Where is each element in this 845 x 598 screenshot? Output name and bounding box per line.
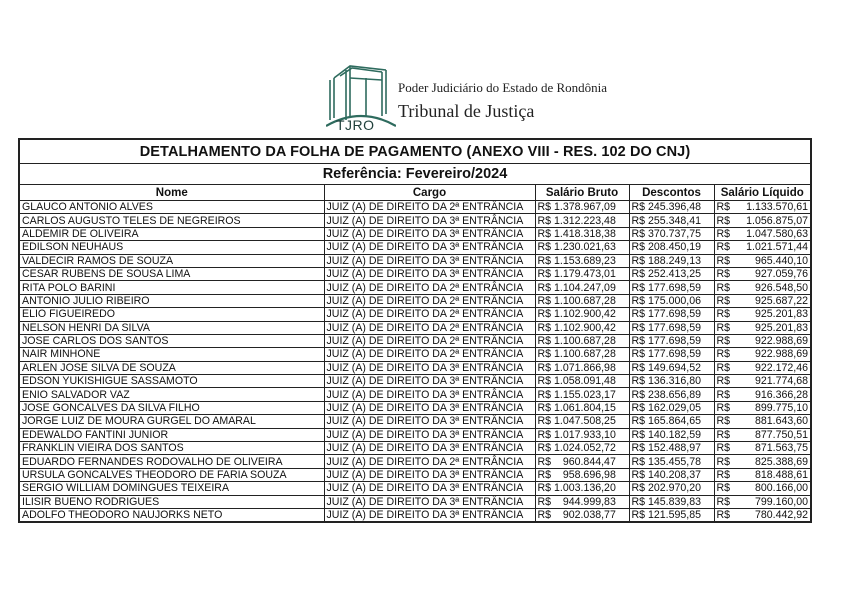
- table-row: [19, 401, 811, 414]
- table-row: [19, 348, 811, 361]
- cell-cargo: JUIZ (A) DE DIREITO DA 2ª ENTRÂNCIA: [324, 201, 535, 214]
- cell-cargo: JUIZ (A) DE DIREITO DA 3ª ENTRÂNCIA: [324, 267, 535, 280]
- currency-symbol: R$: [716, 482, 731, 495]
- cell-nome: GLAUCO ANTONIO ALVES: [19, 201, 324, 214]
- cell-descontos: R$ 177.698,59: [629, 308, 714, 321]
- cell-descontos: R$ 136.316,80: [629, 375, 714, 388]
- cell-nome: URSULA GONCALVES THEODORO DE FARIA SOUZA: [19, 468, 324, 481]
- cell-nome: NAIR MINHONE: [19, 348, 324, 361]
- cell-cargo: JUIZ (A) DE DIREITO DA 3ª ENTRÂNCIA: [324, 468, 535, 481]
- cell-cargo: JUIZ (A) DE DIREITO DA 3ª ENTRÂNCIA: [324, 495, 535, 508]
- currency-symbol: R$: [716, 227, 731, 240]
- cell-nome: EDEWALDO FANTINI JUNIOR: [19, 428, 324, 441]
- cell-salario-liquido: [714, 334, 811, 347]
- cell-nome: CESAR RUBENS DE SOUSA LIMA: [19, 267, 324, 280]
- cell-cargo: JUIZ (A) DE DIREITO DA 3ª ENTRÂNCIA: [324, 401, 535, 414]
- cell-salario-bruto: R$ 958.696,98: [535, 468, 629, 481]
- currency-symbol: R$: [716, 335, 731, 348]
- cell-salario-liquido: [714, 508, 811, 522]
- cell-descontos: R$ 175.000,06: [629, 294, 714, 307]
- salario-liquido-value: 877.750,51: [754, 428, 808, 441]
- currency-symbol: R$: [716, 321, 731, 334]
- document-title: DETALHAMENTO DA FOLHA DE PAGAMENTO (ANEXO VIII - RES. 102 DO CNJ): [19, 139, 811, 164]
- salario-liquido-value: 916.366,28: [754, 388, 808, 401]
- org-heading: [398, 80, 607, 123]
- cell-descontos: R$ 208.450,19: [629, 241, 714, 254]
- cell-nome: VALDECIR RAMOS DE SOUZA: [19, 254, 324, 267]
- cell-salario-liquido: [714, 361, 811, 374]
- cell-salario-bruto: R$ 1.100.687,28: [535, 294, 629, 307]
- cell-cargo: JUIZ (A) DE DIREITO DA 2ª ENTRÂNCIA: [324, 281, 535, 294]
- cell-salario-liquido: [714, 294, 811, 307]
- table-row: [19, 388, 811, 401]
- column-header-salario-bruto: Salário Bruto: [535, 185, 629, 201]
- cell-cargo: JUIZ (A) DE DIREITO DA 3ª ENTRÂNCIA: [324, 482, 535, 495]
- cell-salario-liquido: [714, 428, 811, 441]
- salario-liquido-value: 922.172,46: [754, 361, 808, 374]
- cell-cargo: JUIZ (A) DE DIREITO DA 2ª ENTRÂNCIA: [324, 294, 535, 307]
- cell-descontos: R$ 255.348,41: [629, 214, 714, 227]
- table-row: [19, 428, 811, 441]
- payroll-table: [18, 138, 812, 523]
- cell-salario-liquido: [714, 495, 811, 508]
- cell-salario-liquido: [714, 482, 811, 495]
- cell-salario-bruto: R$ 1.047.508,25: [535, 415, 629, 428]
- cell-salario-liquido: [714, 388, 811, 401]
- cell-cargo: JUIZ (A) DE DIREITO DA 3ª ENTRÂNCIA: [324, 508, 535, 522]
- cell-salario-bruto: R$ 902.038,77: [535, 508, 629, 522]
- cell-descontos: R$ 188.249,13: [629, 254, 714, 267]
- cell-nome: ILISIR BUENO RODRIGUES: [19, 495, 324, 508]
- cell-descontos: R$ 121.595,85: [629, 508, 714, 522]
- cell-cargo: JUIZ (A) DE DIREITO DA 3ª ENTRÂNCIA: [324, 442, 535, 455]
- column-header-salario-liquido: Salário Líquido: [714, 185, 811, 201]
- cell-salario-bruto: R$ 1.024.052,72: [535, 442, 629, 455]
- column-header-cargo: Cargo: [324, 185, 535, 201]
- cell-cargo: JUIZ (A) DE DIREITO DA 3ª ENTRÂNCIA: [324, 214, 535, 227]
- cell-salario-bruto: R$ 944.999,83: [535, 495, 629, 508]
- cell-descontos: R$ 165.864,65: [629, 415, 714, 428]
- cell-salario-liquido: [714, 201, 811, 214]
- cell-salario-liquido: [714, 401, 811, 414]
- salario-liquido-value: 871.563,75: [754, 442, 808, 455]
- cell-salario-liquido: [714, 241, 811, 254]
- cell-cargo: JUIZ (A) DE DIREITO DA 2ª ENTRÂNCIA: [324, 348, 535, 361]
- table-row: [19, 361, 811, 374]
- cell-salario-liquido: [714, 281, 811, 294]
- salario-liquido-value: 925.201,83: [754, 321, 808, 334]
- cell-cargo: JUIZ (A) DE DIREITO DA 2ª ENTRÂNCIA: [324, 321, 535, 334]
- table-row: [19, 321, 811, 334]
- cell-salario-liquido: [714, 375, 811, 388]
- cell-salario-liquido: [714, 254, 811, 267]
- cell-cargo: JUIZ (A) DE DIREITO DA 2ª ENTRÂNCIA: [324, 308, 535, 321]
- table-row: [19, 482, 811, 495]
- salario-liquido-value: 922.988,69: [754, 348, 808, 361]
- cell-salario-bruto: R$ 1.153.689,23: [535, 254, 629, 267]
- cell-salario-bruto: R$ 1.100.687,28: [535, 334, 629, 347]
- cell-cargo: JUIZ (A) DE DIREITO DA 3ª ENTRÂNCIA: [324, 254, 535, 267]
- cell-descontos: R$ 177.698,59: [629, 348, 714, 361]
- currency-symbol: R$: [716, 469, 731, 481]
- cell-descontos: R$ 140.182,59: [629, 428, 714, 441]
- cell-salario-bruto: R$ 1.100.687,28: [535, 348, 629, 361]
- cell-salario-liquido: [714, 267, 811, 280]
- currency-symbol: R$: [716, 361, 731, 374]
- cell-descontos: R$ 238.656,89: [629, 388, 714, 401]
- cell-descontos: R$ 177.698,59: [629, 334, 714, 347]
- cell-salario-liquido: [714, 308, 811, 321]
- table-row: [19, 227, 811, 240]
- cell-descontos: R$ 245.396,48: [629, 201, 714, 214]
- currency-symbol: R$: [716, 268, 731, 281]
- currency-symbol: R$: [716, 495, 731, 508]
- table-row: [19, 201, 811, 214]
- salario-liquido-value: 1.021.571,44: [746, 241, 808, 254]
- salario-liquido-value: 925.687,22: [754, 294, 808, 307]
- cell-descontos: R$ 135.455,78: [629, 455, 714, 468]
- cell-salario-bruto: R$ 1.312.223,48: [535, 214, 629, 227]
- table-row: [19, 375, 811, 388]
- cell-salario-bruto: R$ 1.378.967,09: [535, 201, 629, 214]
- table-row: [19, 294, 811, 307]
- table-row: [19, 508, 811, 522]
- cell-nome: ELIO FIGUEIREDO: [19, 308, 324, 321]
- cell-nome: RITA POLO BARINI: [19, 281, 324, 294]
- cell-salario-bruto: R$ 1.058.091,48: [535, 375, 629, 388]
- cell-descontos: R$ 177.698,59: [629, 281, 714, 294]
- cell-salario-bruto: R$ 960.844,47: [535, 455, 629, 468]
- cell-nome: EDUARDO FERNANDES RODOVALHO DE OLIVEIRA: [19, 455, 324, 468]
- column-header-descontos: Descontos: [629, 185, 714, 201]
- currency-symbol: R$: [716, 348, 731, 361]
- reference-period: Referência: Fevereiro/2024: [19, 164, 811, 185]
- cell-descontos: R$ 152.488,97: [629, 442, 714, 455]
- cell-cargo: JUIZ (A) DE DIREITO DA 3ª ENTRÂNCIA: [324, 388, 535, 401]
- currency-symbol: R$: [716, 214, 731, 227]
- cell-salario-bruto: R$ 1.003.136,20: [535, 482, 629, 495]
- cell-salario-bruto: R$ 1.179.473,01: [535, 267, 629, 280]
- cell-salario-bruto: R$ 1.104.247,09: [535, 281, 629, 294]
- cell-nome: JOSE GONCALVES DA SILVA FILHO: [19, 401, 324, 414]
- salario-liquido-value: 965.440,10: [754, 254, 808, 267]
- cell-descontos: R$ 149.694,52: [629, 361, 714, 374]
- cell-descontos: R$ 252.413,25: [629, 267, 714, 280]
- currency-symbol: R$: [716, 308, 731, 321]
- cell-nome: ENIO SALVADOR VAZ: [19, 388, 324, 401]
- cell-nome: SERGIO WILLIAM DOMINGUES TEIXEIRA: [19, 482, 324, 495]
- salario-liquido-value: 926.548,50: [754, 281, 808, 294]
- currency-symbol: R$: [716, 415, 731, 428]
- currency-symbol: R$: [716, 201, 731, 214]
- cell-nome: ARLEN JOSE SILVA DE SOUZA: [19, 361, 324, 374]
- cell-descontos: R$ 202.970,20: [629, 482, 714, 495]
- table-row: [19, 334, 811, 347]
- cell-salario-liquido: [714, 442, 811, 455]
- cell-nome: JOSE CARLOS DOS SANTOS: [19, 334, 324, 347]
- currency-symbol: R$: [716, 254, 731, 267]
- cell-nome: JORGE LUIZ DE MOURA GURGEL DO AMARAL: [19, 415, 324, 428]
- cell-salario-bruto: R$ 1.155.023,17: [535, 388, 629, 401]
- cell-descontos: R$ 162.029,05: [629, 401, 714, 414]
- cell-salario-liquido: [714, 348, 811, 361]
- table-row: [19, 468, 811, 481]
- currency-symbol: R$: [716, 428, 731, 441]
- table-row: [19, 308, 811, 321]
- table-row: [19, 267, 811, 280]
- cell-descontos: R$ 370.737,75: [629, 227, 714, 240]
- table-row: [19, 415, 811, 428]
- salario-liquido-value: 800.166,00: [754, 482, 808, 495]
- cell-salario-liquido: [714, 455, 811, 468]
- cell-salario-liquido: [714, 321, 811, 334]
- cell-cargo: JUIZ (A) DE DIREITO DA 2ª ENTRÂNCIA: [324, 334, 535, 347]
- table-row: [19, 442, 811, 455]
- cell-cargo: JUIZ (A) DE DIREITO DA 3ª ENTRÂNCIA: [324, 415, 535, 428]
- cell-salario-bruto: R$ 1.017.933,10: [535, 428, 629, 441]
- cell-salario-liquido: [714, 214, 811, 227]
- cell-cargo: JUIZ (A) DE DIREITO DA 3ª ENTRÂNCIA: [324, 361, 535, 374]
- cell-salario-liquido: [714, 227, 811, 240]
- table-row: [19, 455, 811, 468]
- cell-salario-bruto: R$ 1.061.804,15: [535, 401, 629, 414]
- currency-symbol: R$: [716, 455, 731, 468]
- cell-cargo: JUIZ (A) DE DIREITO DA 3ª ENTRÂNCIA: [324, 227, 535, 240]
- salario-liquido-value: 818.488,61: [754, 469, 808, 481]
- cell-cargo: JUIZ (A) DE DIREITO DA 3ª ENTRÂNCIA: [324, 428, 535, 441]
- cell-salario-bruto: R$ 1.230.021,63: [535, 241, 629, 254]
- cell-nome: NELSON HENRI DA SILVA: [19, 321, 324, 334]
- salario-liquido-value: 881.643,60: [754, 415, 808, 428]
- currency-symbol: R$: [716, 509, 731, 522]
- table-row: [19, 254, 811, 267]
- cell-nome: EDILSON NEUHAUS: [19, 241, 324, 254]
- salario-liquido-value: 899.775,10: [754, 402, 808, 415]
- salario-liquido-value: 925.201,83: [754, 308, 808, 321]
- currency-symbol: R$: [716, 241, 731, 254]
- cell-salario-liquido: [714, 468, 811, 481]
- currency-symbol: R$: [716, 281, 731, 294]
- table-row: [19, 214, 811, 227]
- org-line2: Tribunal de Justiça: [398, 101, 535, 121]
- cell-nome: ADOLFO THEODORO NAUJORKS NETO: [19, 508, 324, 522]
- table-row: [19, 241, 811, 254]
- currency-symbol: R$: [716, 402, 731, 415]
- cell-cargo: JUIZ (A) DE DIREITO DA 3ª ENTRÂNCIA: [324, 241, 535, 254]
- cell-descontos: R$ 177.698,59: [629, 321, 714, 334]
- table-row: [19, 495, 811, 508]
- currency-symbol: R$: [716, 375, 731, 388]
- salario-liquido-value: 921.774,68: [754, 375, 808, 388]
- currency-symbol: R$: [716, 388, 731, 401]
- table-row: [19, 281, 811, 294]
- cell-nome: CARLOS AUGUSTO TELES DE NEGREIROS: [19, 214, 324, 227]
- org-line1: Poder Judiciário do Estado de Rondônia: [398, 80, 608, 95]
- cell-salario-bruto: R$ 1.102.900,42: [535, 321, 629, 334]
- salario-liquido-value: 799.160,00: [754, 495, 808, 508]
- salario-liquido-value: 927.059,76: [754, 268, 808, 281]
- salario-liquido-value: 922.988,69: [754, 335, 808, 348]
- cell-cargo: JUIZ (A) DE DIREITO DA 2ª ENTRÂNCIA: [324, 455, 535, 468]
- salario-liquido-value: 1.056.875,07: [746, 214, 808, 227]
- cell-nome: EDSON YUKISHIGUE SASSAMOTO: [19, 375, 324, 388]
- salario-liquido-value: 780.442,92: [754, 509, 808, 522]
- column-header-row: [19, 185, 811, 201]
- cell-nome: ANTONIO JULIO RIBEIRO: [19, 294, 324, 307]
- cell-salario-liquido: [714, 415, 811, 428]
- logo-abbreviation: TJRO: [336, 117, 375, 133]
- cell-descontos: R$ 145.839,83: [629, 495, 714, 508]
- cell-nome: ALDEMIR DE OLIVEIRA: [19, 227, 324, 240]
- cell-descontos: R$ 140.208,37: [629, 468, 714, 481]
- cell-nome: FRANKLIN VIEIRA DOS SANTOS: [19, 442, 324, 455]
- currency-symbol: R$: [716, 442, 731, 455]
- cell-salario-bruto: R$ 1.418.318,38: [535, 227, 629, 240]
- salario-liquido-value: 1.133.570,61: [746, 201, 808, 214]
- salario-liquido-value: 1.047.580,63: [746, 227, 808, 240]
- cell-salario-bruto: R$ 1.071.866,98: [535, 361, 629, 374]
- cell-salario-bruto: R$ 1.102.900,42: [535, 308, 629, 321]
- column-header-nome: Nome: [19, 185, 324, 201]
- cell-cargo: JUIZ (A) DE DIREITO DA 3ª ENTRÂNCIA: [324, 375, 535, 388]
- salario-liquido-value: 825.388,69: [754, 455, 808, 468]
- currency-symbol: R$: [716, 294, 731, 307]
